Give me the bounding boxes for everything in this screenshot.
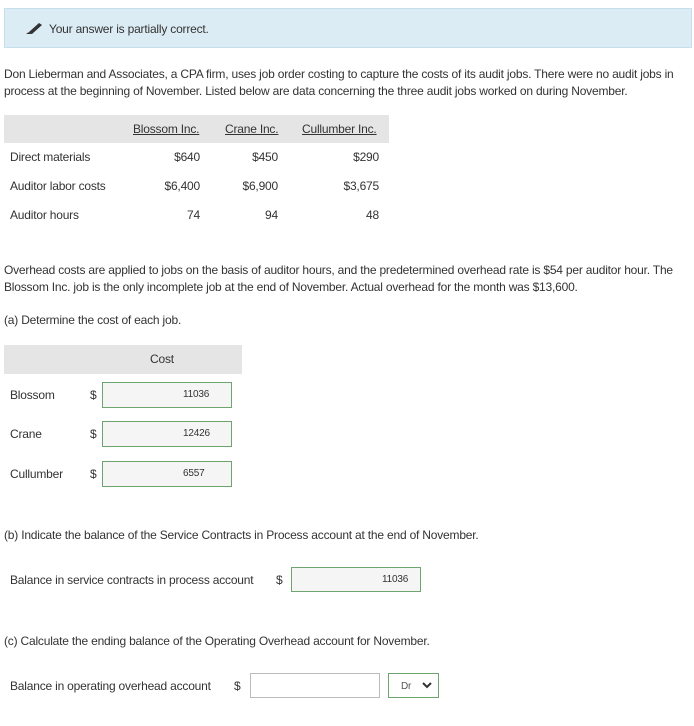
table-row <box>4 201 389 230</box>
cost-row-blossom <box>4 382 244 408</box>
cell-value: $3,675 <box>343 179 379 193</box>
row-label: Blossom <box>10 388 55 402</box>
part-a-question: (a) Determine the cost of each job. <box>4 313 182 327</box>
cell-value: $640 <box>174 150 200 164</box>
row-label: Direct materials <box>10 150 91 164</box>
dr-cr-selected-value: Dr <box>401 681 412 692</box>
currency-symbol: $ <box>90 467 97 481</box>
cost-row-cullumber <box>4 461 244 487</box>
column-header-cullumber: Cullumber Inc. <box>302 122 377 136</box>
jobs-data-table <box>4 115 389 230</box>
operating-overhead-label: Balance in operating overhead account <box>10 679 211 693</box>
currency-symbol: $ <box>90 388 97 402</box>
cost-column-header <box>4 345 242 374</box>
feedback-banner <box>4 8 692 48</box>
table-row <box>4 143 389 172</box>
cell-value: $6,900 <box>242 179 278 193</box>
cell-value: 74 <box>187 208 200 222</box>
operating-overhead-balance-input[interactable] <box>250 673 380 698</box>
table-row <box>4 172 389 201</box>
cost-header-label: Cost <box>150 352 174 366</box>
part-c-question: (c) Calculate the ending balance of the Operating Overhead account for November. <box>4 634 430 648</box>
service-contracts-balance-input[interactable]: 11036 <box>291 567 421 592</box>
blossom-cost-input[interactable]: 11036 <box>102 382 232 408</box>
cell-value: 48 <box>366 208 379 222</box>
cell-value: 94 <box>265 208 278 222</box>
row-label: Crane <box>10 427 42 441</box>
part-b-question: (b) Indicate the balance of the Service Contracts in Process account at the end of November. <box>4 528 479 542</box>
problem-intro: Don Lieberman and Associates, a CPA firm, uses job order costing to capture the costs of its audit jobs. There were no audit jobs in process at the beginning of November. Listed below are data concerning the three audit jobs worked on during November. <box>4 67 674 98</box>
overhead-description: Overhead costs are applied to jobs on the basis of auditor hours, and the predetermined overhead rate is $54 per auditor hour. The Blossom Inc. job is the only incomplete job at the end of November. Actual overhead for the month was $13,600. <box>4 263 673 294</box>
cullumber-cost-input[interactable]: 6557 <box>102 461 232 487</box>
currency-symbol: $ <box>90 427 97 441</box>
chevron-down-icon <box>422 681 432 689</box>
cost-row-crane <box>4 421 244 447</box>
row-label: Cullumber <box>10 467 63 481</box>
column-header-blossom: Blossom Inc. <box>133 122 200 136</box>
feedback-message: Your answer is partially correct. <box>49 22 209 36</box>
dr-cr-select[interactable] <box>388 673 439 698</box>
crane-cost-input[interactable]: 12426 <box>102 421 232 447</box>
service-contracts-label: Balance in service contracts in process account <box>10 573 254 587</box>
column-header-crane: Crane Inc. <box>225 122 279 136</box>
row-label: Auditor hours <box>10 208 79 222</box>
cell-value: $450 <box>252 150 278 164</box>
pencil-icon <box>25 22 43 34</box>
cell-value: $290 <box>353 150 379 164</box>
currency-symbol: $ <box>234 679 241 693</box>
row-label: Auditor labor costs <box>10 179 106 193</box>
jobs-table-header <box>4 115 389 143</box>
currency-symbol: $ <box>276 573 283 587</box>
cell-value: $6,400 <box>164 179 200 193</box>
